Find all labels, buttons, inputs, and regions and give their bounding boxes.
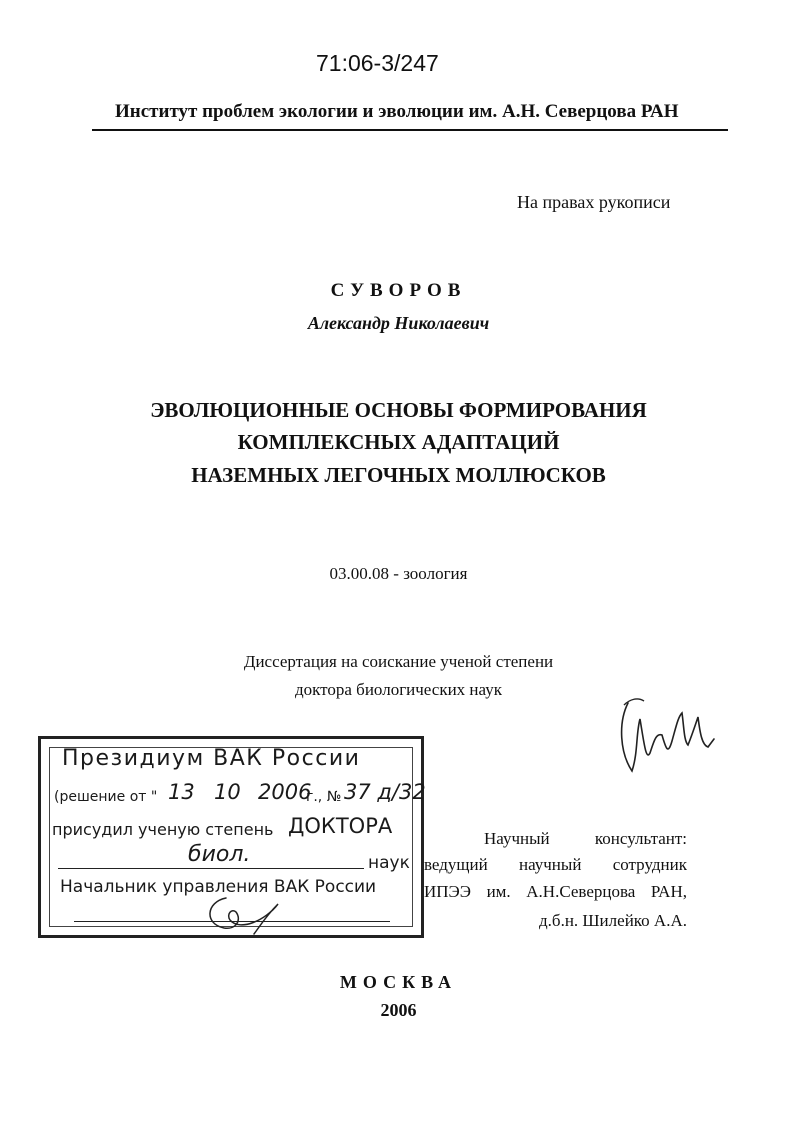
stamp-degree: ДОКТОРА <box>288 814 393 838</box>
stamp-field-underline <box>58 868 364 869</box>
dissertation-line-1: Диссертация на соискание ученой степени <box>243 652 554 671</box>
rights-note: На правах рукописи <box>517 192 671 212</box>
author-surname: СУВОРОВ <box>330 280 467 301</box>
year: 2006 <box>380 1000 417 1020</box>
city: МОСКВА <box>339 972 458 992</box>
stamp-number-label: г., № <box>306 789 342 805</box>
consultant-position: ведущий научный сотрудник <box>424 855 687 874</box>
author-signature <box>610 683 720 783</box>
consultant-name: д.б.н. Шилейко А.А. <box>539 911 687 930</box>
stamp-awarded-text: присудил ученую степень <box>52 820 274 839</box>
dissertation-line-2: доктора биологических наук <box>295 680 502 699</box>
stamp-decision-label: (решение от " <box>54 789 158 805</box>
stamp-number: 37 д/32 <box>344 780 426 804</box>
specialty-code: 03.00.08 - зоология <box>329 564 468 583</box>
consultant-institute: ИПЭЭ им. А.Н.Северцова РАН, <box>424 882 687 901</box>
stamp-sciences: наук <box>368 853 410 873</box>
title-line-1: ЭВОЛЮЦИОННЫЕ ОСНОВЫ ФОРМИРОВАНИЯ <box>150 398 647 422</box>
stamp-title: Президиум ВАК России <box>62 746 361 771</box>
stamp-month: 10 <box>214 780 241 804</box>
stamp-field: биол. <box>188 842 251 867</box>
stamp-head-title: Начальник управления ВАК России <box>60 877 377 897</box>
institute-name: Институт проблем экологии и эволюции им. А.Н. Северцова РАН <box>115 101 679 122</box>
title-line-2: КОМПЛЕКСНЫХ АДАПТАЦИЙ <box>237 430 560 454</box>
header-divider <box>92 129 728 131</box>
stamp-signature <box>196 890 296 940</box>
stamp-day: 13 <box>168 780 195 804</box>
archive-code: 71:06-3/247 <box>316 50 439 76</box>
title-line-3: НАЗЕМНЫХ ЛЕГОЧНЫХ МОЛЛЮСКОВ <box>191 463 606 487</box>
stamp-year: 2006 <box>258 780 312 804</box>
consultant-label: Научный консультант: <box>484 829 687 848</box>
author-name: Александр Николаевич <box>307 313 490 333</box>
